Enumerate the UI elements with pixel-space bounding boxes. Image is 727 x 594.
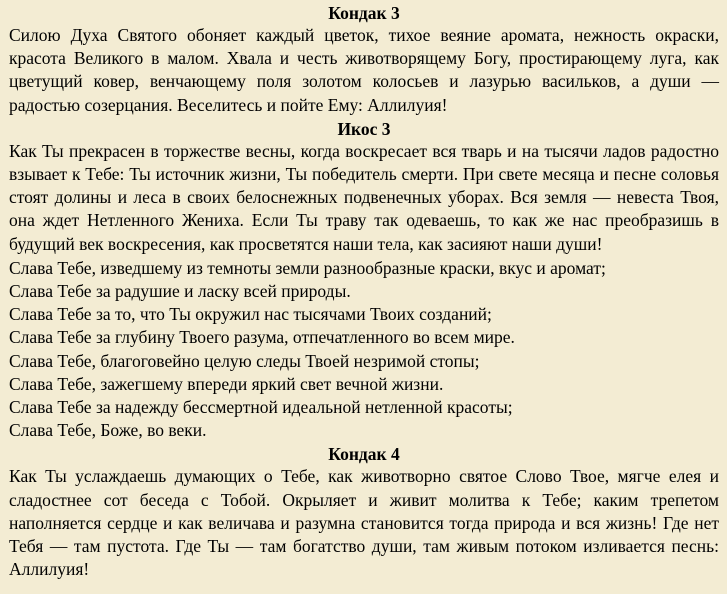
- praise-line: Слава Тебе за надежду бессмертной идеальной нетленной красоты;: [9, 397, 513, 418]
- section-text-kondak-3: Силою Духа Святого обоняет каждый цветок, тихое веяние аромата, нежность окраски, красота Великого в малом. Хвала и честь животворящему Богу, простирающему луга, как цветущий ковер, венчающему поля золотом колосьев и лазурью васильков, а души — радостью созерцания. Веселитесь и пойте Ему: Аллилуия!: [9, 25, 719, 115]
- praise-list: [9, 257, 719, 443]
- section-title-ikos-3: Икос 3: [337, 118, 391, 139]
- praise-line: Слава Тебе, изведшему из темноты земли разнообразные краски, вкус и аромат;: [9, 257, 606, 278]
- praise-line: Слава Тебе, зажегшему впереди яркий свет вечной жизни.: [9, 373, 444, 394]
- praise-line: Слава Тебе, благоговейно целую следы Твоей незримой стопы;: [9, 350, 480, 371]
- praise-line: Слава Тебе за то, что Ты окружил нас тысячами Твоих созданий;: [9, 304, 492, 325]
- praise-line: Слава Тебе за глубину Твоего разума, отпечатленного во всем мире.: [9, 327, 515, 348]
- praise-line: Слава Тебе за радушие и ласку всей природы.: [9, 281, 351, 302]
- section-text-kondak-4: Как Ты услаждаешь думающих о Тебе, как животворно святое Слово Твое, мягче елея и сладостнее сот беседа с Тобой. Окрыляет и живит молитва к Тебе; каким трепетом наполняется сердце и как величава и разумна становится тогда природа и вся жизнь! Где нет Тебя — там пустота. Где Ты — там богатство души, там живым потоком изливается песнь: Аллилуия!: [9, 466, 719, 580]
- section-text-ikos-3: Как Ты прекрасен в торжестве весны, когда воскресает вся тварь и на тысячи ладов радостно взывает к Тебе: Ты источник жизни, Ты победитель смерти. При свете месяца и песне соловья стоят долины и леса в своих белоснежных подвенечных уборах. Вся земля — невеста Твоя, она ждет Нетленного Жениха. Если Ты траву так одеваешь, то как же нас преобразишь в будущий век воскресения, как просветятся наши тела, как засияют наши души!: [9, 140, 719, 254]
- section-title-kondak-4: Кондак 4: [328, 444, 400, 465]
- praise-line: Слава Тебе, Боже, во веки.: [9, 420, 207, 441]
- section-title-kondak-3: Кондак 3: [328, 3, 400, 23]
